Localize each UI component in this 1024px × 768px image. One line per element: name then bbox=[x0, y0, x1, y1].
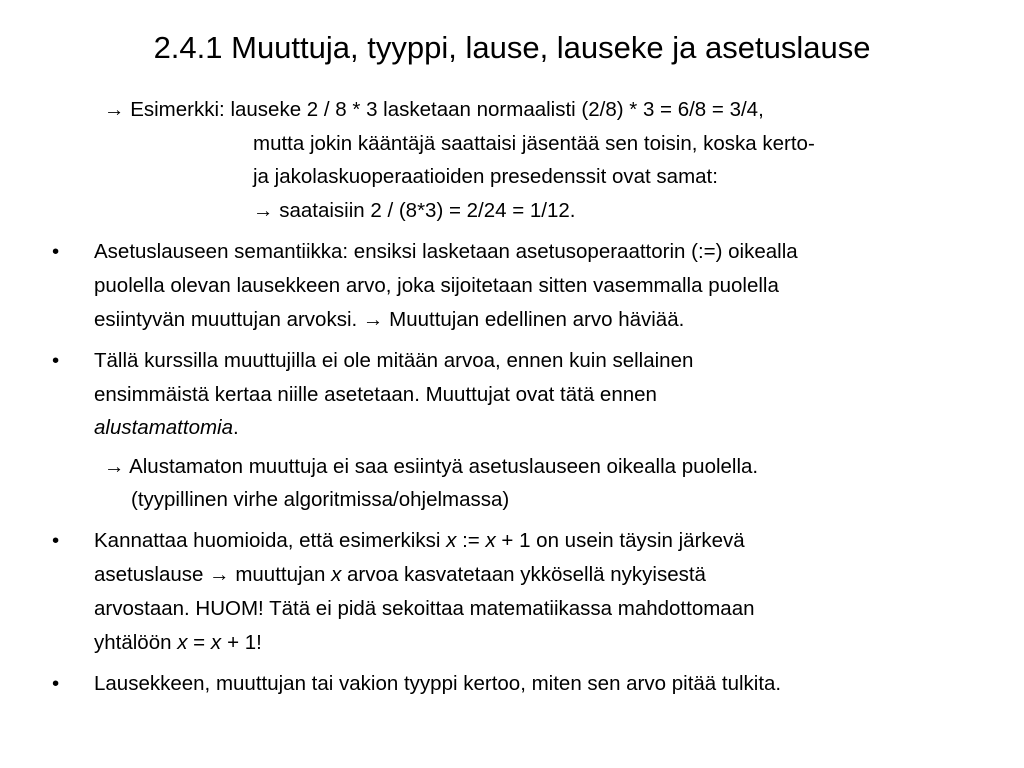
bullet-3-text-h: + 1! bbox=[227, 631, 262, 654]
bullet-3-text-c: + 1 on usein täysin järkevä bbox=[501, 529, 745, 552]
example-line-2: mutta jokin kääntäjä saattaisi jäsentää sen toisin, koska kerto- bbox=[253, 132, 815, 155]
var-x: x bbox=[446, 529, 457, 552]
bullet-3-text-f: arvoa kasvatetaan ykkösellä nykyisestä bbox=[347, 563, 706, 586]
example-line-4 bbox=[253, 194, 576, 227]
bullet-3-line-3: arvostaan. HUOM! Tätä ei pidä sekoittaa matematiikassa mahdottomaan bbox=[94, 597, 755, 620]
bullet-1-text-b: Muuttujan edellinen arvo häviää. bbox=[389, 308, 685, 331]
bullet-3-line-4 bbox=[94, 626, 262, 659]
bullet-4-line-1: Lausekkeen, muuttujan tai vakion tyyppi kertoo, miten sen arvo pitää tulkita. bbox=[94, 672, 782, 695]
bullet-2-line-5: (tyypillinen virhe algoritmissa/ohjelmassa) bbox=[131, 488, 510, 511]
var-x: x bbox=[210, 631, 222, 654]
slide-title: 2.4.1 Muuttuja, tyyppi, lause, lauseke ja asetuslause bbox=[153, 30, 871, 65]
bullet-dot: • bbox=[52, 672, 60, 695]
bullet-2-line-4 bbox=[104, 450, 758, 483]
bullet-dot: • bbox=[52, 349, 60, 372]
example-text: lauseke 2 / 8 * 3 lasketaan normaalisti (2/8) * 3 = 6/8 = 3/4, bbox=[230, 98, 764, 121]
example-label: Esimerkki: bbox=[130, 98, 225, 121]
bullet-2-text: Alustamaton muuttuja ei saa esiintyä asetuslauseen oikealla puolella. bbox=[129, 455, 759, 478]
bullet-3-text-g: yhtälöön bbox=[94, 631, 172, 654]
example-result: saataisiin 2 / (8*3) = 2/24 = 1/12. bbox=[279, 199, 576, 222]
bullet-2-line-1: Tällä kurssilla muuttujilla ei ole mitään arvoa, ennen kuin sellainen bbox=[94, 349, 694, 372]
bullet-1-text-a: esiintyvän muuttujan arvoksi. bbox=[94, 308, 358, 331]
assign-op: := bbox=[462, 529, 480, 552]
example-line-1 bbox=[104, 93, 764, 126]
arrow-right-icon: → bbox=[104, 98, 125, 121]
bullet-1-line-3 bbox=[94, 303, 684, 336]
arrow-right-icon: → bbox=[104, 455, 125, 478]
italic-term: alustamattomia bbox=[94, 416, 234, 439]
bullet-3-text-e: muuttujan bbox=[235, 563, 326, 586]
var-x: x bbox=[485, 529, 496, 552]
bullet-3-line-1 bbox=[94, 524, 745, 557]
bullet-2-line-3 bbox=[94, 411, 239, 444]
arrow-right-icon: → bbox=[253, 199, 274, 222]
period: . bbox=[233, 416, 239, 439]
example-line-3: ja jakolaskuoperaatioiden presedenssit ovat samat: bbox=[253, 165, 718, 188]
equals-sign: = bbox=[193, 631, 206, 654]
bullet-dot: • bbox=[52, 529, 60, 552]
var-x: x bbox=[177, 631, 188, 654]
bullet-1-line-1: Asetuslauseen semantiikka: ensiksi lasketaan asetusoperaattorin (:=) oikealla bbox=[94, 240, 798, 263]
bullet-3-line-2 bbox=[94, 558, 706, 591]
arrow-right-icon: → bbox=[362, 308, 384, 331]
var-x: x bbox=[331, 563, 342, 586]
bullet-2-line-2: ensimmäistä kertaa niille asetetaan. Muuttujat ovat tätä ennen bbox=[94, 383, 657, 406]
bullet-3-text-a: Kannattaa huomioida, että esimerkiksi bbox=[94, 529, 441, 552]
bullet-dot: • bbox=[52, 240, 60, 263]
arrow-right-icon: → bbox=[209, 563, 230, 586]
bullet-3-text-d: asetuslause bbox=[94, 563, 204, 586]
bullet-1-line-2: puolella olevan lausekkeen arvo, joka sijoitetaan sitten vasemmalla puolella bbox=[94, 274, 779, 297]
